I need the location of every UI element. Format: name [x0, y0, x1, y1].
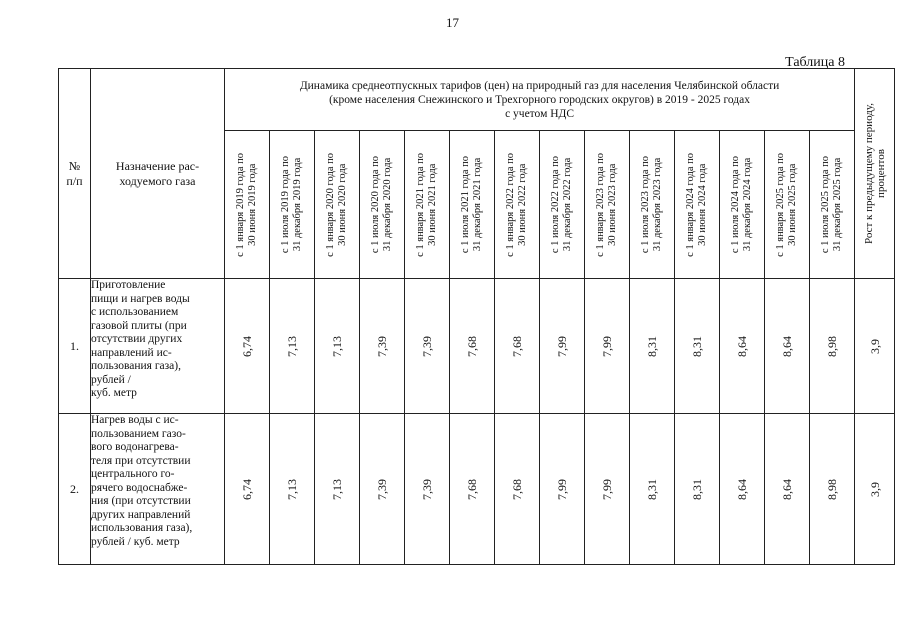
tariff-cell: [495, 414, 540, 565]
period-label: с 1 января 2021 года по 30 июня 2021 года: [415, 152, 438, 257]
tariff-value: 8,64: [735, 335, 749, 357]
tariff-value: 8,31: [690, 335, 704, 357]
tariff-value: 7,99: [600, 335, 614, 357]
row-number: 2.: [59, 414, 91, 565]
tariff-value: 7,13: [285, 478, 299, 500]
tariff-cell: [540, 414, 585, 565]
tariff-value: 7,68: [510, 478, 524, 500]
tariff-cell: [225, 279, 270, 414]
growth-value: 3,9: [867, 481, 882, 497]
growth-header-text: Рост к предыдущему периоду, процентов: [862, 102, 887, 244]
tariff-cell: [405, 279, 450, 414]
tariff-value: 8,31: [645, 335, 659, 357]
tariff-value: 7,39: [420, 478, 434, 500]
tariff-value: 6,74: [240, 478, 254, 500]
period-label: с 1 января 2023 года по 30 июня 2023 года: [595, 152, 618, 257]
tariff-cell: [720, 279, 765, 414]
tariff-value: 8,64: [780, 335, 794, 357]
tariff-cell: [495, 279, 540, 414]
period-header: [270, 131, 315, 279]
tariff-cell: [540, 279, 585, 414]
tariff-cell: [765, 414, 810, 565]
tariff-value: 7,99: [555, 335, 569, 357]
tariff-cell: [450, 414, 495, 565]
tariff-cell: [360, 279, 405, 414]
tariff-cell: [675, 414, 720, 565]
table-label: Таблица 8: [785, 55, 845, 70]
tariff-cell: [585, 414, 630, 565]
tariff-cell: [630, 414, 675, 565]
period-label: с 1 июля 2020 года по 31 декабря 2020 года: [370, 155, 393, 254]
tariff-value: 8,64: [735, 478, 749, 500]
column-header-growth: [855, 69, 895, 279]
tariff-cell: [225, 414, 270, 565]
tariff-cell: [270, 414, 315, 565]
tariff-value: 7,68: [510, 335, 524, 357]
tariff-value: 8,31: [645, 478, 659, 500]
period-header: [585, 131, 630, 279]
tariff-value: 7,68: [465, 335, 479, 357]
tariff-value: 8,98: [825, 478, 840, 500]
header-row-main: [59, 69, 895, 131]
tariff-value: 7,13: [330, 335, 344, 357]
period-label: с 1 июля 2025 года по 31 декабря 2025 года: [820, 155, 844, 254]
period-header: [810, 131, 855, 279]
period-header: [540, 131, 585, 279]
tariff-cell: [405, 414, 450, 565]
period-header: [720, 131, 765, 279]
dynamics-header-text: Динамика среднеотпускных тарифов (цен) на природный газ для населения Челябинской области (кроме населения Снежинского и Трехгорного городских округов) в 2019 - 2025 годах с учетом НДС: [299, 79, 780, 120]
tariff-cell: [585, 279, 630, 414]
period-label: с 1 июля 2022 года по 31 декабря 2022 года: [550, 155, 573, 254]
period-label: с 1 января 2019 года по 30 июня 2019 года: [235, 152, 258, 257]
tariff-value: 8,64: [780, 478, 794, 500]
tariff-cell: [315, 279, 360, 414]
tariff-cell: [720, 414, 765, 565]
period-header: [675, 131, 720, 279]
tariff-value: 7,39: [420, 335, 434, 357]
tariff-value: 7,99: [600, 478, 614, 500]
tariff-value: 7,39: [375, 335, 389, 357]
tariff-value: 8,98: [825, 335, 840, 357]
growth-value: 3,9: [867, 338, 882, 354]
period-header: [765, 131, 810, 279]
tariff-cell: [765, 279, 810, 414]
period-header: [495, 131, 540, 279]
tariff-value: 7,13: [285, 335, 299, 357]
period-label: с 1 января 2020 года по 30 июня 2020 года: [325, 152, 348, 257]
period-label: с 1 июля 2019 года по 31 декабря 2019 года: [280, 155, 303, 254]
tariff-cell: [315, 414, 360, 565]
tariff-cell: [360, 414, 405, 565]
growth-cell: [855, 279, 895, 414]
period-header: [450, 131, 495, 279]
period-label: с 1 января 2022 года по 30 июня 2022 года: [505, 152, 528, 257]
tariff-value: 7,39: [375, 478, 389, 500]
period-label: с 1 января 2025 года по 30 июня 2025 года: [775, 152, 798, 257]
tariff-table: [58, 68, 895, 565]
tariff-value: 6,74: [240, 335, 254, 357]
tariff-value: 7,99: [555, 478, 569, 500]
growth-cell: [855, 414, 895, 565]
row-purpose: Приготовление пищи и нагрев воды с использованием газовой плиты (при отсутствии других направлений ис- пользования газа), рублей / куб. метр: [91, 279, 225, 414]
table-row: [59, 279, 895, 414]
column-header-dynamics: [225, 69, 855, 131]
period-header: [360, 131, 405, 279]
table-row: [59, 414, 895, 565]
tariff-cell: [270, 279, 315, 414]
column-header-purpose: Назначение рас- ходуемого газа: [91, 69, 225, 279]
tariff-cell: [810, 279, 855, 414]
tariff-cell: [450, 279, 495, 414]
period-header: [630, 131, 675, 279]
tariff-cell: [675, 279, 720, 414]
period-header: [225, 131, 270, 279]
page-number: 17: [446, 15, 459, 30]
tariff-value: 7,13: [330, 478, 344, 500]
period-label: с 1 июля 2023 года по 31 декабря 2023 года: [640, 155, 663, 254]
tariff-value: 7,68: [465, 478, 479, 500]
period-label: с 1 июля 2021 года по 31 декабря 2021 года: [460, 155, 483, 254]
period-label: с 1 июля 2024 года по 31 декабря 2024 года: [730, 155, 753, 254]
tariff-value: 8,31: [690, 478, 704, 500]
row-number: 1.: [59, 279, 91, 414]
column-header-number: № п/п: [59, 69, 91, 279]
row-purpose: Нагрев воды с ис- пользованием газо- вого водонагрева- теля при отсутствии центрального го- рячего водоснабже- ния (при отсутствии других направлений использования газа), рублей / куб. метр: [91, 414, 225, 565]
period-header: [315, 131, 360, 279]
period-header: [405, 131, 450, 279]
tariff-cell: [810, 414, 855, 565]
period-label: с 1 января 2024 года по 30 июня 2024 года: [685, 152, 708, 257]
tariff-cell: [630, 279, 675, 414]
